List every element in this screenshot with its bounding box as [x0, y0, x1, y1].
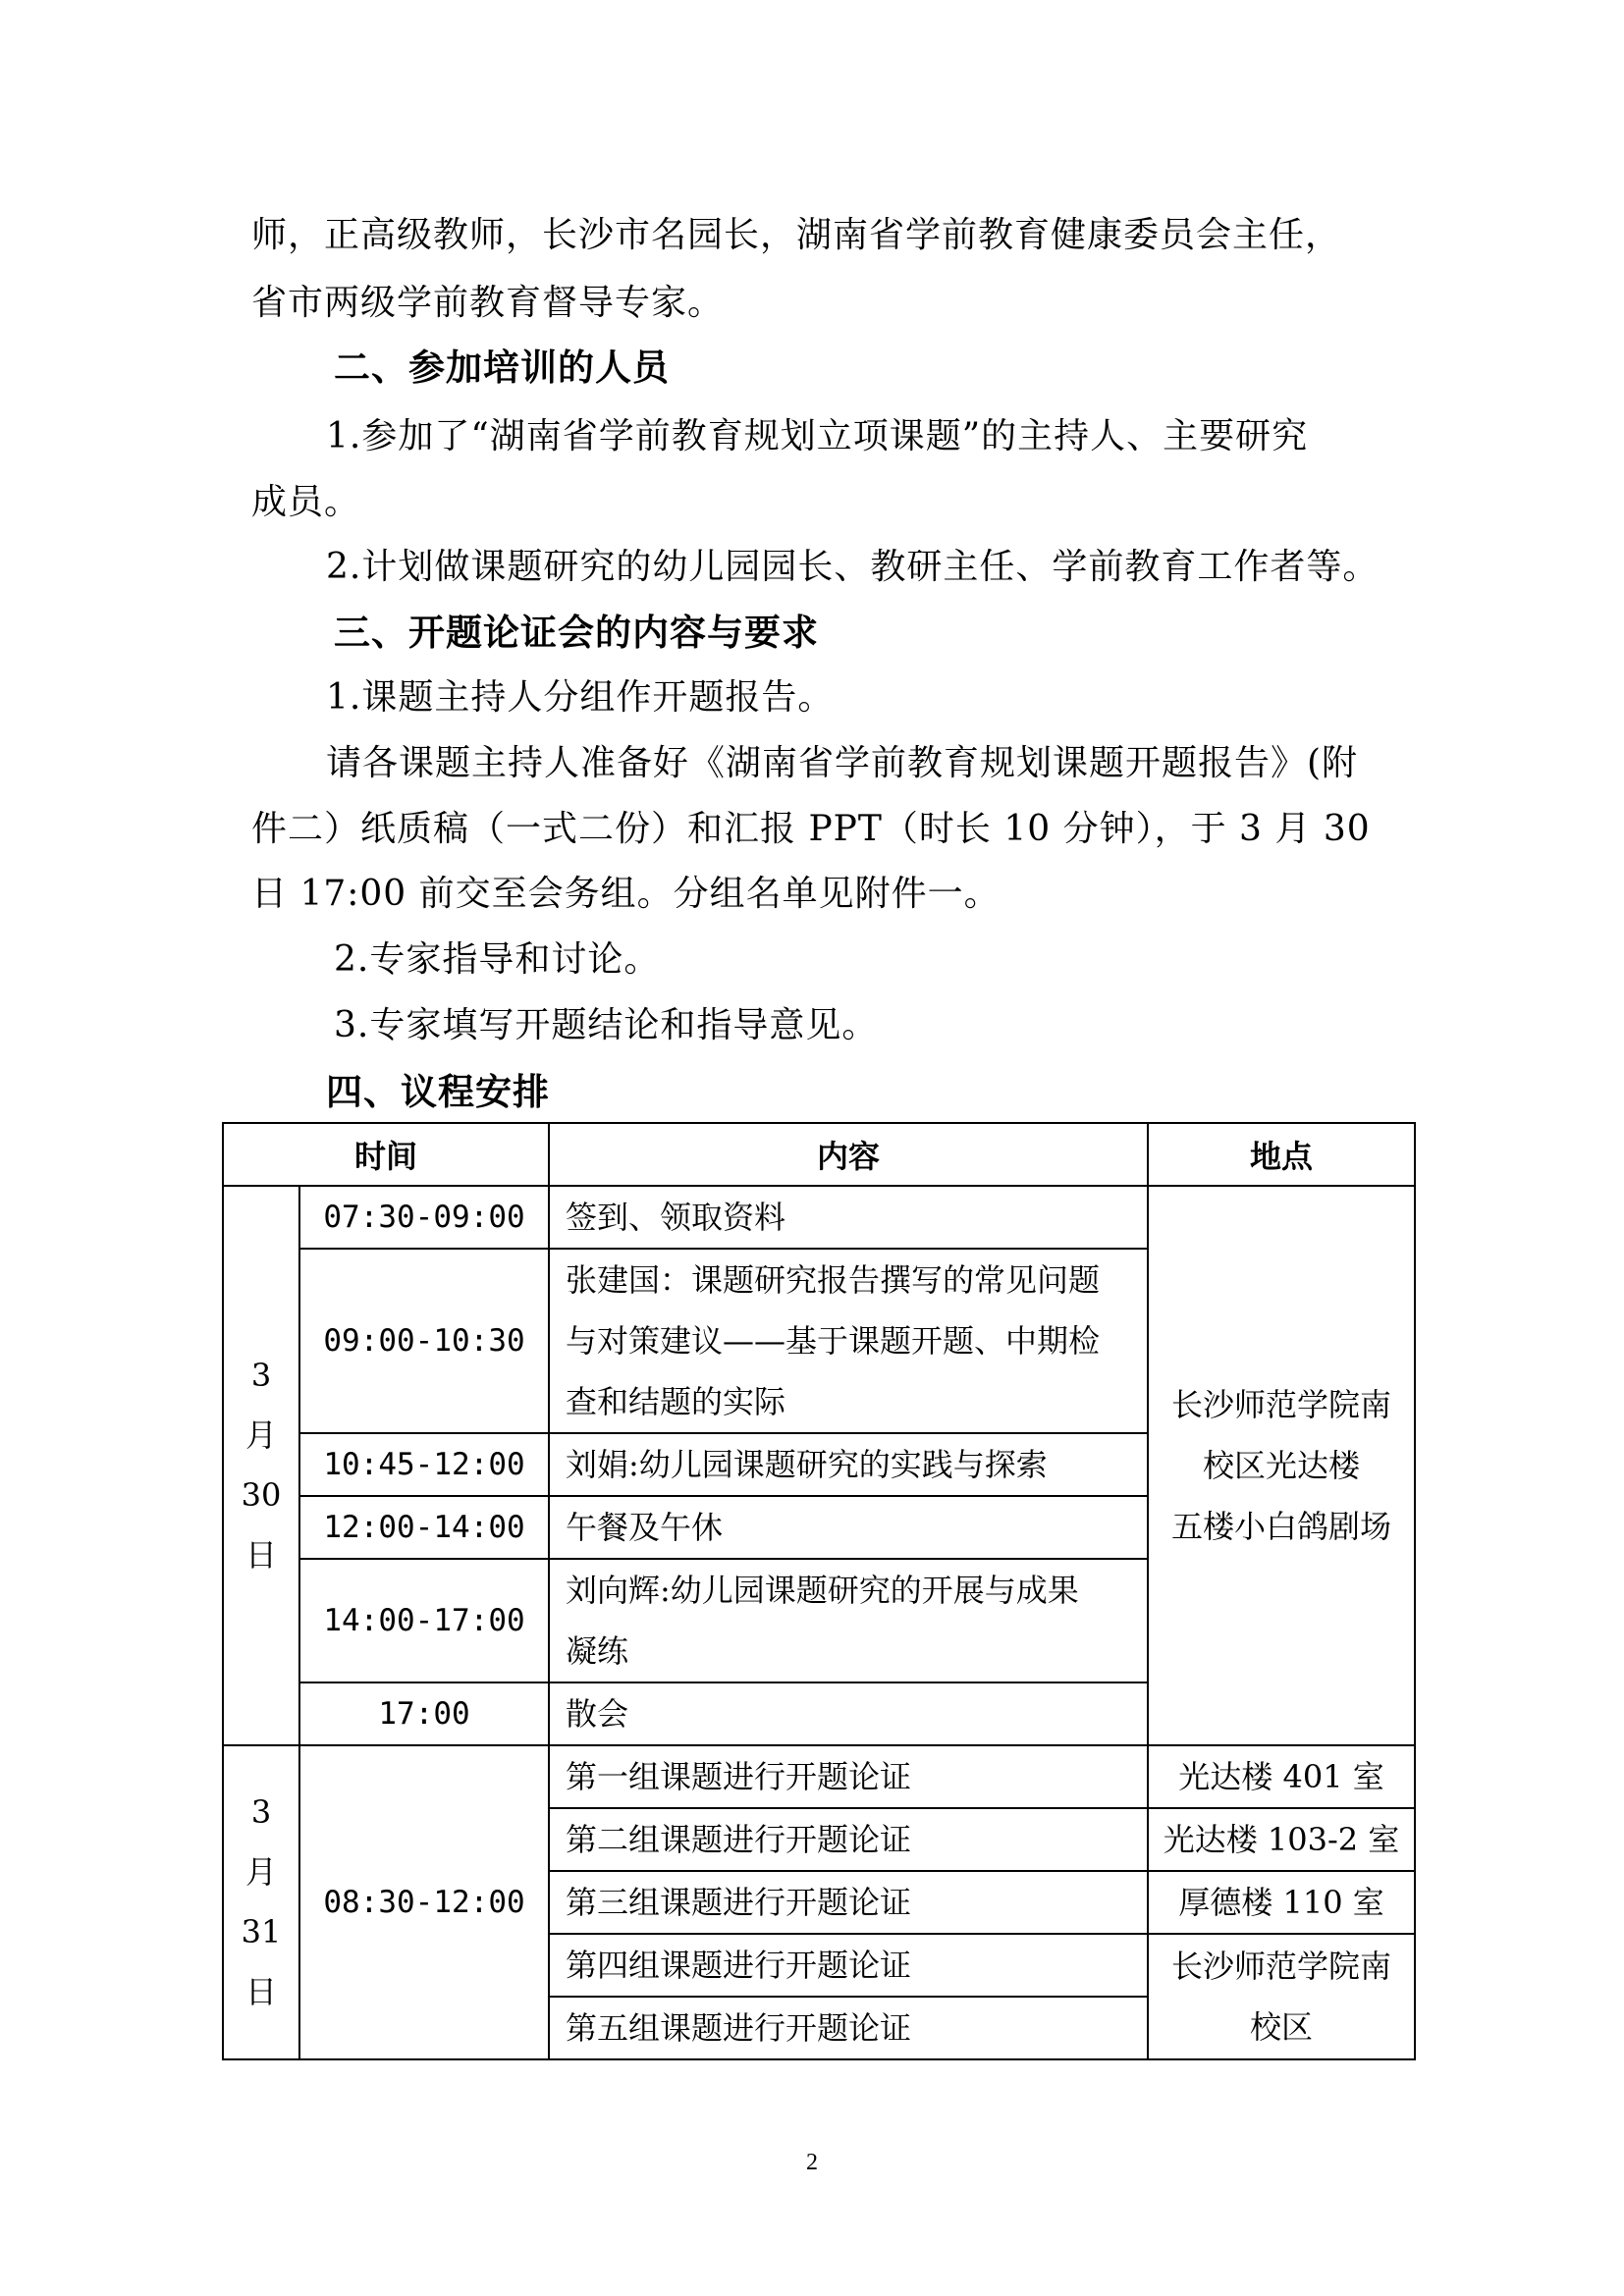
header-time: 时间	[223, 1123, 549, 1186]
content-cell: 午餐及午休	[549, 1496, 1148, 1559]
venue-cell: 光达楼 401 室	[1148, 1745, 1415, 1808]
content-cell: 刘向辉:幼儿园课题研究的开展与成果 凝练	[549, 1559, 1148, 1682]
section-heading: 三、开题论证会的内容与要求	[334, 612, 819, 654]
content-cell: 第一组课题进行开题论证	[549, 1745, 1148, 1808]
paragraph-line: 请各课题主持人准备好《湖南省学前教育规划课题开题报告》(附	[326, 743, 1359, 783]
table-header-row	[223, 1123, 1415, 1186]
time-cell: 14:00-17:00	[299, 1559, 549, 1682]
section-heading: 二、参加培训的人员	[334, 347, 670, 389]
paragraph-line: 3.专家填写开题结论和指导意见。	[334, 1005, 879, 1045]
time-cell: 07:30-09:00	[299, 1186, 549, 1249]
date-cell-day2: 3 月 31 日	[223, 1745, 299, 2059]
date-cell-day1: 3 月 30 日	[223, 1186, 299, 1745]
paragraph-line: 2.计划做课题研究的幼儿园园长、教研主任、学前教育工作者等。	[326, 547, 1380, 587]
paragraph-line: 日 17:00 前交至会务组。分组名单见附件一。	[251, 874, 1001, 914]
content-cell: 第三组课题进行开题论证	[549, 1871, 1148, 1934]
paragraph-line: 成员。	[251, 482, 361, 522]
venue-cell: 厚德楼 110 室	[1148, 1871, 1415, 1934]
content-cell: 散会	[549, 1682, 1148, 1745]
content-cell: 第四组课题进行开题论证	[549, 1934, 1148, 1997]
time-cell: 12:00-14:00	[299, 1496, 549, 1559]
table-row	[223, 1745, 1415, 1808]
paragraph-line: 师，正高级教师，长沙市名园长，湖南省学前教育健康委员会主任，	[251, 215, 1342, 255]
paragraph-line: 件二）纸质稿（一式二份）和汇报 PPT（时长 10 分钟），于 3 月 30	[251, 809, 1371, 849]
page-number: 2	[806, 2150, 818, 2175]
paragraph-line: 1.参加了“湖南省学前教育规划立项课题”的主持人、主要研究	[326, 416, 1309, 456]
table-row	[223, 1186, 1415, 1249]
time-cell-day2: 08:30-12:00	[299, 1745, 549, 2059]
paragraph-line: 2.专家指导和讨论。	[334, 939, 661, 980]
time-cell: 09:00-10:30	[299, 1249, 549, 1433]
paragraph-line: 1.课题主持人分组作开题报告。	[326, 677, 835, 718]
venue-cell-day1: 长沙师范学院南 校区光达楼 五楼小白鸽剧场	[1148, 1186, 1415, 1745]
section-heading: 四、议程安排	[326, 1071, 550, 1113]
content-cell: 签到、领取资料	[549, 1186, 1148, 1249]
content-cell: 张建国：课题研究报告撰写的常见问题 与对策建议——基于课题开题、中期检 查和结题的实际	[549, 1249, 1148, 1433]
content-cell: 刘娟:幼儿园课题研究的实践与探索	[549, 1433, 1148, 1496]
venue-cell-shared: 长沙师范学院南 校区	[1148, 1934, 1415, 2059]
content-cell: 第二组课题进行开题论证	[549, 1808, 1148, 1871]
time-cell: 10:45-12:00	[299, 1433, 549, 1496]
header-content: 内容	[549, 1123, 1148, 1186]
content-cell: 第五组课题进行开题论证	[549, 1997, 1148, 2059]
header-venue: 地点	[1148, 1123, 1415, 1186]
venue-cell: 光达楼 103-2 室	[1148, 1808, 1415, 1871]
agenda-table	[222, 1122, 1416, 2060]
paragraph-line: 省市两级学前教育督导专家。	[251, 283, 725, 323]
time-cell: 17:00	[299, 1682, 549, 1745]
